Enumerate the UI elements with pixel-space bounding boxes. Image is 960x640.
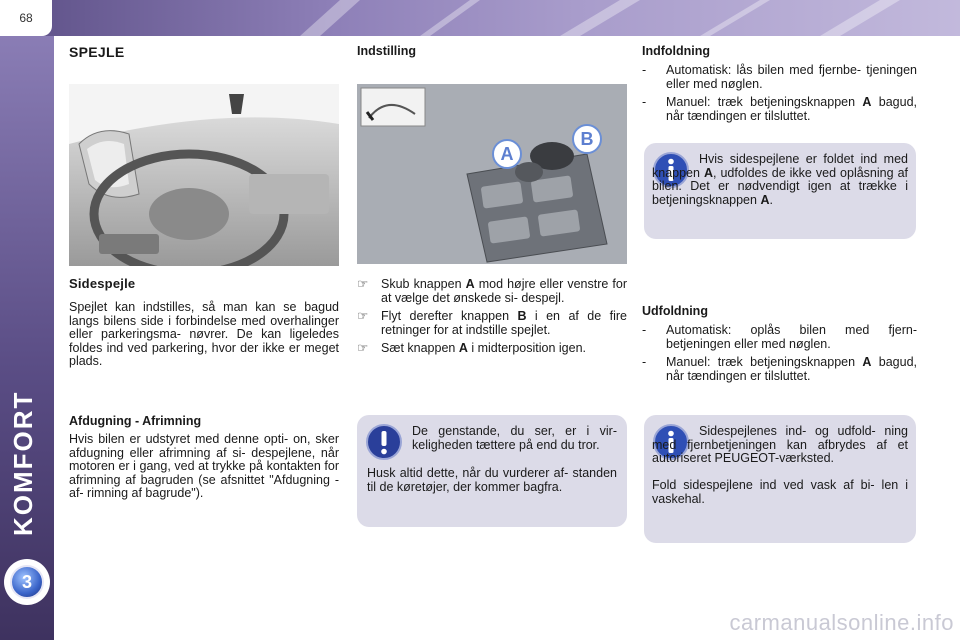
info-workshop-text-1: Sidespejlenes ind- og udfold- ning med fjernbetjeningen kan afbrydes af et autoriseret PEUGEOT-værksted. [652,424,908,465]
indfoldning-item-2-key: A [862,95,872,109]
info-box-workshop [644,415,916,543]
steps-list [357,278,627,356]
chapter-number-badge: 3 [10,565,44,599]
sidespejle-text: Spejlet kan indstilles, så man kan se bagud langs bilens side i forbindelse med overhalinger eller parkeringsma- nøvrer. De kan ligeledes foldes ind ved parkering, hvor der ikke er meget plads. [69,300,339,368]
adjustment-steps [357,278,627,361]
warning-box [357,415,627,527]
info-folded-text-2: , udfoldes de ikke ved oplåsning af bilen. Det er nødvendigt igen at trække i betjeningsknappen [652,165,908,207]
indfoldning-heading: Indfoldning [642,44,711,58]
step-3-text: Sæt knappen [381,341,459,355]
udfoldning-item-1 [642,324,917,351]
indstilling-heading: Indstilling [357,44,417,58]
afdugning-block [69,414,339,501]
section-title: SPEJLE [69,44,125,60]
dash-marker: - [642,323,647,337]
udfoldning-heading: Udfoldning [642,304,708,318]
dash-marker: - [642,355,647,369]
step-2-key: B [517,309,527,323]
indfoldning-item-2 [642,96,917,123]
dashboard-photo [69,84,339,266]
exclamation-circle-icon [365,423,403,461]
indfoldning-item-2-text-end: bagud, når tændingen er tilsluttet. [666,95,917,123]
step-item-3 [357,342,627,356]
sidespejle-block [69,276,339,369]
dash-marker: - [642,95,647,109]
indfoldning-item-2-text: Manuel: træk betjeningsknappen [666,95,863,109]
switch-photo [357,84,627,264]
photo-label-a: A [500,144,514,164]
page-header-band [0,0,960,36]
udfoldning-item-2 [642,356,917,383]
udfoldning-item-2-text-end: bagud, når tændingen er tilsluttet. [666,355,917,383]
step-1-text-end: mod højre eller venstre for at vælge det ønskede si- despejl. [381,277,628,305]
info-workshop-text-2: Fold sidespejlene ind ved vask af bi- len i vaskehal. [652,478,908,506]
step-1-text: Skub knappen [381,277,466,291]
pointing-hand-icon: ☞ [357,309,369,323]
mirror-switch-illustration [357,84,627,264]
pointing-hand-icon: ☞ [357,341,369,355]
column-folding [642,44,917,128]
afdugning-heading: Afdugning - Afrimning [69,414,202,428]
step-3-key: A [458,341,468,355]
udfoldning-item-2-text: Manuel: træk betjeningsknappen [666,355,863,369]
column-adjustment [357,44,627,58]
udfoldning-block [642,304,917,388]
chapter-sidebar [0,36,54,640]
indfoldning-list [642,64,917,123]
info-folded-text [652,153,908,207]
step-2-text: Flyt derefter knappen [381,309,518,323]
dashboard-illustration [69,84,339,266]
info-folded-text-1: Hvis sidespejlene er foldet ind med knappen [652,152,908,180]
info-folded-key-1: A [703,165,713,180]
chapter-title: KOMFORT [8,390,38,536]
watermark-footer: carmanualsonline.info [729,610,954,635]
step-item-2 [357,310,627,337]
info-folded-text-3: . [769,192,773,207]
step-item-1 [357,278,627,305]
header-decoration [0,0,960,36]
photo-label-b: B [580,129,594,149]
pointing-hand-icon: ☞ [357,277,369,291]
udfoldning-item-1-text: Automatisk: oplås bilen med fjern- betjeningen eller med nøglen. [666,323,917,351]
warning-text-1: De genstande, du ser, er i vir- keligheden tættere på end du tror. [412,424,617,452]
info-box-folded [644,143,916,239]
info-folded-key-2: A [760,192,770,207]
step-1-key: A [465,277,475,291]
sidespejle-heading: Sidespejle [69,276,136,291]
column-mirrors-intro [69,44,339,60]
warning-text-2: Husk altid dette, når du vurderer af- standen til de køretøjer, der kommer bagfra. [367,466,617,494]
page-number: 68 [0,0,52,36]
step-2-text-end: i en af de fire retninger for at indstille spejlet. [381,309,627,337]
afdugning-text: Hvis bilen er udstyret med denne opti- on, sker afdugning eller afrimning af si- despejlene, når motoren er i gang, ved at trykke på kontakten for afrimning af bagruden (se afsnittet "Afdugning - af- rimning af bagrude"). [69,432,339,500]
indfoldning-item-1-text: Automatisk: lås bilen med fjernbe- tjeningen eller med nøglen. [666,63,917,91]
udfoldning-item-2-key: A [862,355,872,369]
step-3-text-end: i midterposition igen. [467,341,586,355]
dash-marker: - [642,63,647,77]
indfoldning-item-1 [642,64,917,91]
udfoldning-list [642,324,917,383]
